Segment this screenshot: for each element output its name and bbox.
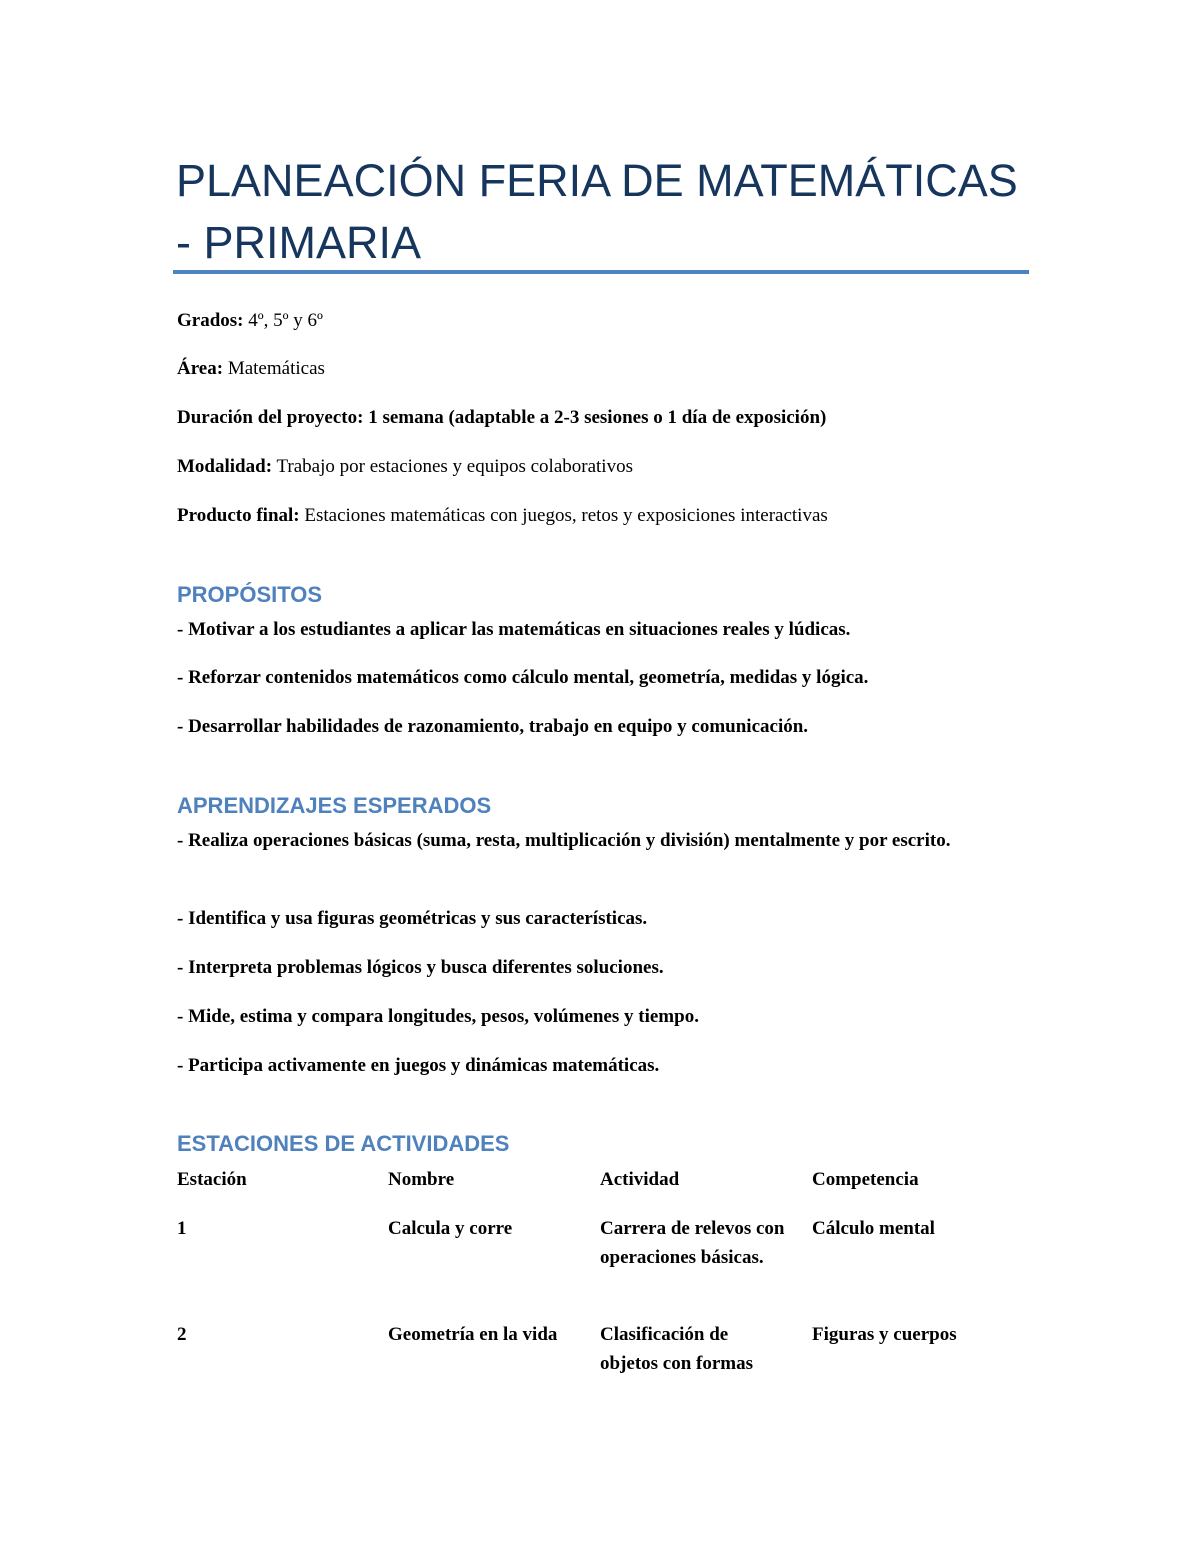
table-header-nombre: Nombre (388, 1169, 455, 1190)
table-header-competencia: Competencia (812, 1169, 919, 1190)
meta-producto (177, 504, 828, 528)
table-cell-competencia: Figuras y cuerpos (812, 1324, 957, 1345)
meta-value: Estaciones matemáticas con juegos, retos y exposiciones interactivas (304, 505, 828, 526)
table-cell-estacion: 2 (177, 1324, 187, 1345)
aprendizaje-item: - Participa activamente en juegos y dinámicas matemáticas. (177, 1055, 660, 1076)
title-underline (173, 270, 1029, 274)
table-cell-actividad: Clasificación de objetos con formas (600, 1324, 754, 1374)
meta-area (177, 357, 325, 381)
meta-value: Trabajo por estaciones y equipos colaborativos (276, 456, 633, 477)
aprendizaje-item: - Interpreta problemas lógicos y busca diferentes soluciones. (177, 957, 664, 978)
table-cell-competencia: Cálculo mental (812, 1218, 935, 1239)
meta-label: Grados: (177, 310, 244, 331)
proposito-item: - Desarrollar habilidades de razonamiento, trabajo en equipo y comunicación. (177, 716, 809, 737)
meta-grados (177, 309, 323, 333)
proposito-item: - Reforzar contenidos matemáticos como cálculo mental, geometría, medidas y lógica. (177, 667, 869, 688)
meta-label: Duración del proyecto: (177, 407, 364, 428)
table-header-actividad: Actividad (600, 1169, 680, 1190)
aprendizaje-item: - Realiza operaciones básicas (suma, resta, multiplicación y división) mentalmente y por escrito. (177, 830, 951, 851)
meta-label: Modalidad: (177, 456, 273, 477)
section-heading-aprendizajes: APRENDIZAJES ESPERADOS (177, 793, 492, 818)
aprendizaje-item: - Identifica y usa figuras geométricas y sus características. (177, 908, 648, 929)
meta-modalidad (177, 455, 633, 479)
document-title: PLANEACIÓN FERIA DE MATEMÁTICAS - PRIMARIA (176, 155, 1018, 268)
table-cell-nombre: Geometría en la vida (388, 1324, 558, 1345)
meta-value: 4º, 5º y 6º (248, 310, 323, 331)
table-cell-nombre: Calcula y corre (388, 1218, 513, 1239)
section-heading-propositos: PROPÓSITOS (177, 582, 323, 607)
aprendizaje-item: - Mide, estima y compara longitudes, pesos, volúmenes y tiempo. (177, 1006, 699, 1027)
table-cell-actividad: Carrera de relevos con operaciones básicas. (600, 1218, 785, 1268)
meta-label: Producto final: (177, 505, 300, 526)
meta-duracion (177, 406, 826, 430)
meta-label: Área: (177, 358, 224, 379)
table-cell-estacion: 1 (177, 1218, 187, 1239)
section-heading-estaciones: ESTACIONES DE ACTIVIDADES (177, 1131, 510, 1156)
meta-value: 1 semana (adaptable a 2-3 sesiones o 1 día de exposición) (368, 407, 827, 428)
proposito-item: - Motivar a los estudiantes a aplicar las matemáticas en situaciones reales y lúdicas. (177, 619, 851, 640)
table-header-estacion: Estación (177, 1169, 247, 1190)
meta-value: Matemáticas (227, 358, 325, 379)
